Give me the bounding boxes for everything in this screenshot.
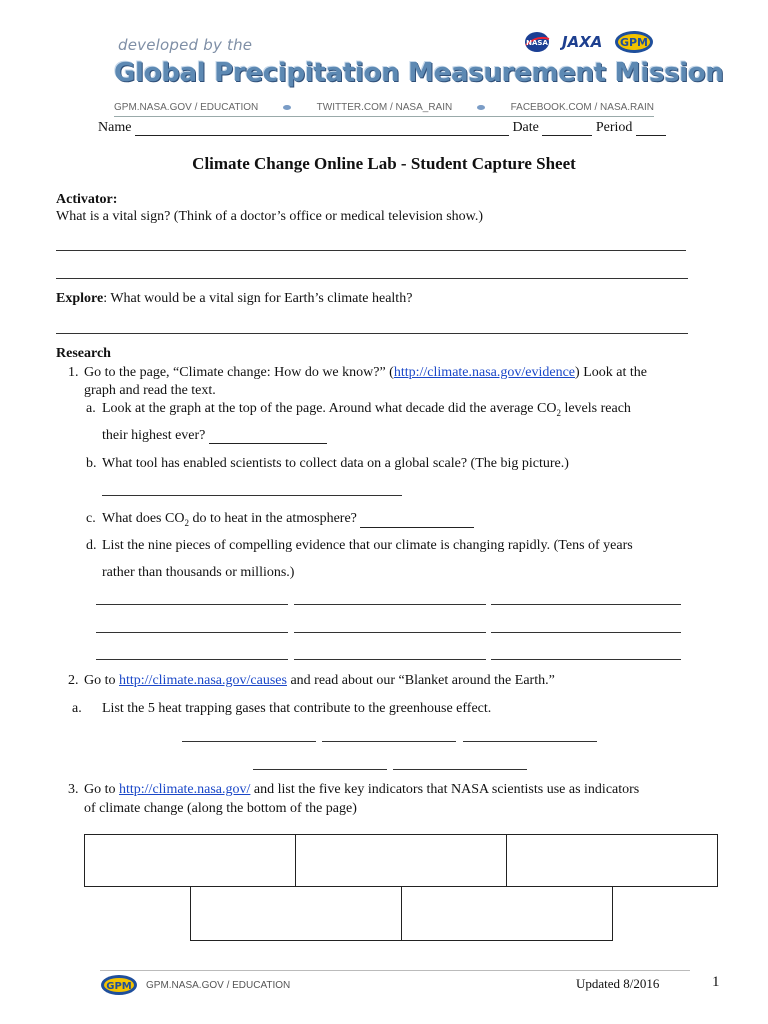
answer-line[interactable] (56, 333, 688, 334)
co2-subscript: 2 (184, 517, 189, 528)
page-title: Climate Change Online Lab - Student Capture Sheet (192, 154, 576, 173)
q2-post: and read about our “Blanket around the Earth.” (286, 673, 555, 688)
jaxa-logo-icon (560, 31, 604, 53)
footer-divider (100, 970, 690, 971)
twitter-link[interactable]: TWITTER.COM / NASA_RAIN (316, 102, 453, 113)
svg-text:JAXA: JAXA (562, 33, 603, 51)
evidence-answer-line[interactable] (294, 604, 486, 605)
facebook-link[interactable]: FACEBOOK.COM / NASA.RAIN (510, 102, 654, 113)
gpm-footer-logo-icon (100, 974, 138, 996)
causes-link[interactable]: http://climate.nasa.gov/causes (119, 673, 287, 688)
header-divider (114, 116, 654, 117)
date-label: Date (512, 120, 539, 135)
q1a-post: levels reach (560, 401, 631, 416)
q1a-label: a. (86, 401, 96, 416)
q1b-answer-line[interactable] (102, 495, 402, 496)
separator-dot-icon (477, 105, 485, 110)
explore-question: : What would be a vital sign for Earth’s climate health? (103, 291, 413, 306)
q2-pre: Go to (84, 673, 119, 688)
q1c-pre: What does CO (102, 511, 185, 526)
q1-pre: Go to the page, “Climate change: How do we know?” ( (84, 365, 394, 380)
research-heading: Research (56, 346, 111, 361)
q2a-text: List the 5 heat trapping gases that contribute to the greenhouse effect. (102, 701, 492, 716)
answer-line[interactable] (56, 278, 688, 279)
gas-answer-line[interactable] (393, 769, 527, 770)
q2-number: 2. (68, 673, 79, 688)
gas-answer-line[interactable] (322, 741, 456, 742)
q1a-text (102, 401, 631, 418)
separator-dot-icon (283, 105, 291, 110)
q2a-label: a. (72, 701, 82, 716)
q1a-question-end: their highest ever? (102, 428, 206, 443)
developed-by-text: developed by the (118, 36, 253, 54)
name-label: Name (98, 120, 132, 135)
svg-text:GPM: GPM (106, 981, 132, 992)
q1d-text: List the nine pieces of compelling evidence that our climate is changing rapidly. (Tens of years (102, 538, 633, 553)
q1a-line2 (102, 428, 327, 444)
climate-home-link[interactable]: http://climate.nasa.gov/ (119, 782, 251, 797)
explore-prompt (56, 291, 412, 307)
name-field[interactable] (135, 121, 509, 136)
q1c-text (102, 511, 474, 528)
footer-link[interactable]: GPM.NASA.GOV / EDUCATION (146, 980, 291, 991)
answer-line[interactable] (56, 250, 686, 251)
activator-question: What is a vital sign? (Think of a doctor’s office or medical television show.) (56, 209, 484, 224)
evidence-answer-line[interactable] (491, 632, 681, 633)
evidence-answer-line[interactable] (96, 632, 288, 633)
q1c-label: c. (86, 511, 96, 526)
indicator-box[interactable] (84, 834, 296, 887)
q3-post: and list the five key indicators that NASA scientists use as indicators (250, 782, 640, 797)
mission-title: Global Precipitation Measurement Mission (114, 58, 724, 88)
evidence-answer-line[interactable] (294, 659, 486, 660)
updated-date: Updated 8/2016 (576, 976, 660, 991)
evidence-answer-line[interactable] (96, 604, 288, 605)
student-info-row (98, 120, 666, 136)
indicator-box[interactable] (506, 834, 718, 887)
gas-answer-line[interactable] (463, 741, 597, 742)
evidence-answer-line[interactable] (491, 604, 681, 605)
explore-heading: Explore (56, 291, 104, 306)
header-links (114, 102, 654, 113)
svg-text:NASA: NASA (526, 39, 548, 47)
q3-line2: of climate change (along the bottom of the page) (84, 801, 357, 816)
nasa-logo-icon (524, 31, 550, 53)
q1d-label: d. (86, 538, 97, 553)
education-link[interactable]: GPM.NASA.GOV / EDUCATION (114, 102, 259, 113)
evidence-answer-line[interactable] (294, 632, 486, 633)
q3-number: 3. (68, 782, 79, 797)
period-label: Period (595, 120, 633, 135)
q1b-text: What tool has enabled scientists to collect data on a global scale? (The big picture.) (102, 456, 569, 471)
svg-text:GPM: GPM (619, 36, 649, 49)
q1-text (84, 365, 647, 381)
indicator-box[interactable] (295, 834, 507, 887)
evidence-answer-line[interactable] (491, 659, 681, 660)
q1-line2: graph and read the text. (84, 383, 216, 398)
period-field[interactable] (636, 121, 666, 136)
date-field[interactable] (542, 121, 592, 136)
q1a-pre: Look at the graph at the top of the page. Around what decade did the average CO (102, 401, 557, 416)
evidence-link[interactable]: http://climate.nasa.gov/evidence (393, 365, 576, 380)
q3-text (84, 782, 639, 798)
partner-logos (524, 30, 654, 54)
activator-heading: Activator: (56, 192, 118, 207)
co2-subscript: 2 (556, 407, 561, 418)
q1a-answer-field[interactable] (209, 429, 327, 444)
indicator-box[interactable] (401, 886, 613, 941)
q1-number: 1. (68, 365, 79, 380)
gpm-logo-icon (614, 30, 654, 54)
q1c-post: do to heat in the atmosphere? (188, 511, 357, 526)
gas-answer-line[interactable] (182, 741, 316, 742)
page-number: 1 (712, 974, 720, 990)
indicator-box[interactable] (190, 886, 402, 941)
q1c-answer-field[interactable] (360, 513, 474, 528)
gas-answer-line[interactable] (253, 769, 387, 770)
q1d-line2: rather than thousands or millions.) (102, 565, 295, 580)
q2-text (84, 673, 555, 689)
q3-pre: Go to (84, 782, 119, 797)
q1-post: ) Look at the (575, 365, 647, 380)
q1b-label: b. (86, 456, 97, 471)
evidence-answer-line[interactable] (96, 659, 288, 660)
